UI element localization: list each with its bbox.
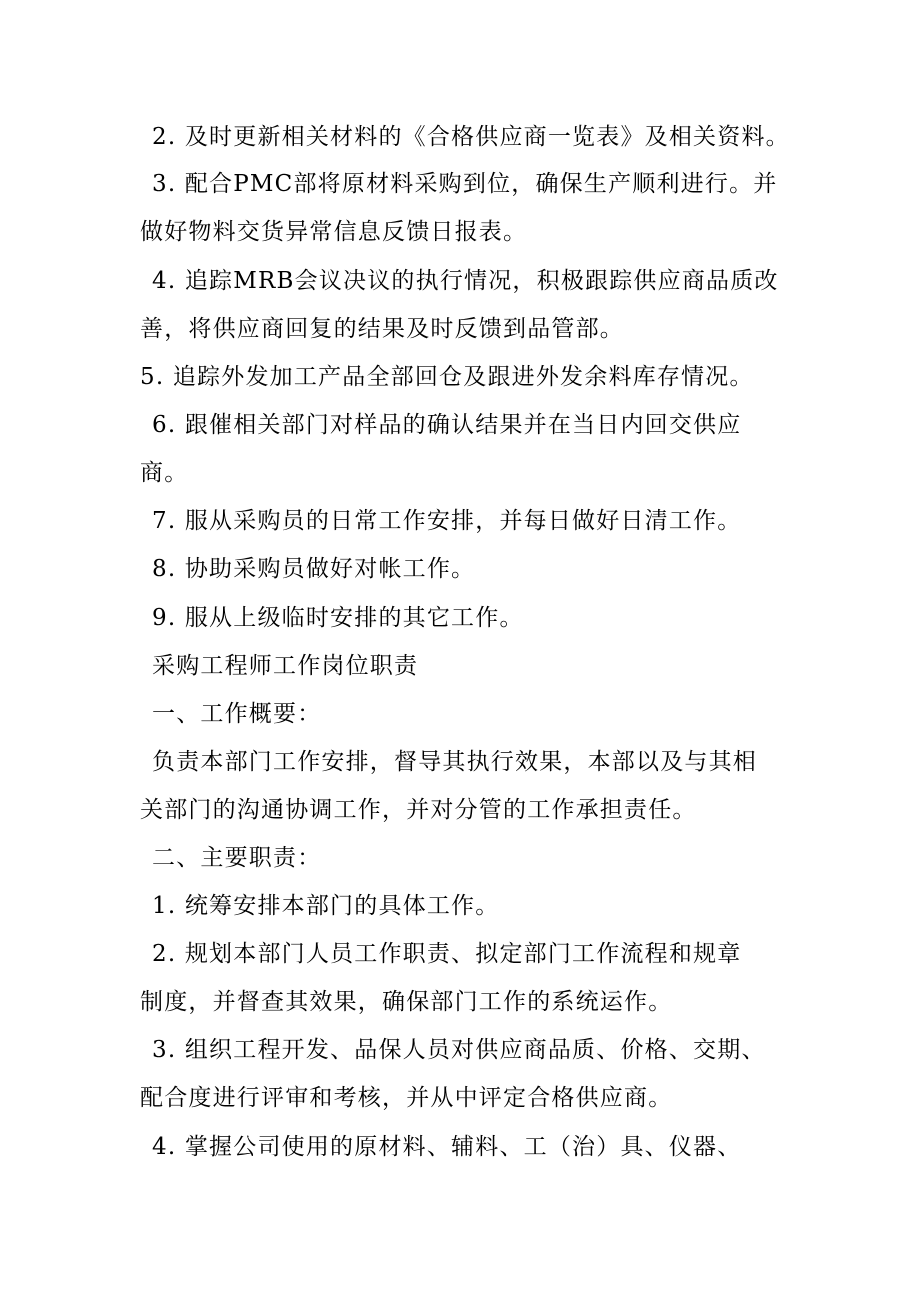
text-line-18: 2. 规划本部门人员工作职责、拟定部门工作流程和规章 — [152, 941, 742, 967]
text-line-9: 7. 服从采购员的日常工作安排，并每日做好日清工作。 — [152, 508, 742, 534]
text-line-17: 1. 统筹安排本部门的具体工作。 — [152, 893, 500, 919]
text-line-22: 4. 掌握公司使用的原材料、辅料、工（治）具、仪器、 — [152, 1134, 742, 1160]
text-line-1: 2. 及时更新相关材料的《合格供应商一览表》及相关资料。 — [152, 124, 790, 150]
text-line-11: 9. 服从上级临时安排的其它工作。 — [152, 605, 524, 631]
text-line-5: 善，将供应商回复的结果及时反馈到品管部。 — [140, 316, 624, 342]
text-line-8: 商。 — [140, 460, 189, 486]
text-line-10: 8. 协助采购员做好对帐工作。 — [152, 556, 476, 582]
text-line-19: 制度，并督查其效果，确保部门工作的系统运作。 — [140, 989, 673, 1015]
text-line-7: 6. 跟催相关部门对样品的确认结果并在当日内回交供应 — [152, 412, 742, 438]
text-line-6: 5. 追踪外发加工产品全部回仓及跟进外发余料库存情况。 — [140, 364, 754, 390]
text-line-3: 做好物料交货异常信息反馈日报表。 — [140, 219, 528, 245]
text-line-14: 负责本部门工作安排，督导其执行效果，本部以及与其相 — [152, 749, 757, 775]
section-title: 采购工程师工作岗位职责 — [152, 653, 419, 679]
text-line-20: 3. 组织工程开发、品保人员对供应商品质、价格、交期、 — [152, 1037, 766, 1063]
text-line-21: 配合度进行评审和考核，并从中评定合格供应商。 — [140, 1085, 673, 1111]
text-line-13: 一、工作概要： — [152, 701, 322, 727]
text-line-16: 二、主要职责： — [152, 845, 322, 871]
text-line-4: 4. 追踪MRB会议决议的执行情况，积极跟踪供应商品质改 — [152, 268, 779, 294]
text-line-2: 3. 配合PMC部将原材料采购到位，确保生产顺利进行。并 — [152, 171, 778, 197]
text-line-15: 关部门的沟通协调工作，并对分管的工作承担责任。 — [140, 797, 697, 823]
